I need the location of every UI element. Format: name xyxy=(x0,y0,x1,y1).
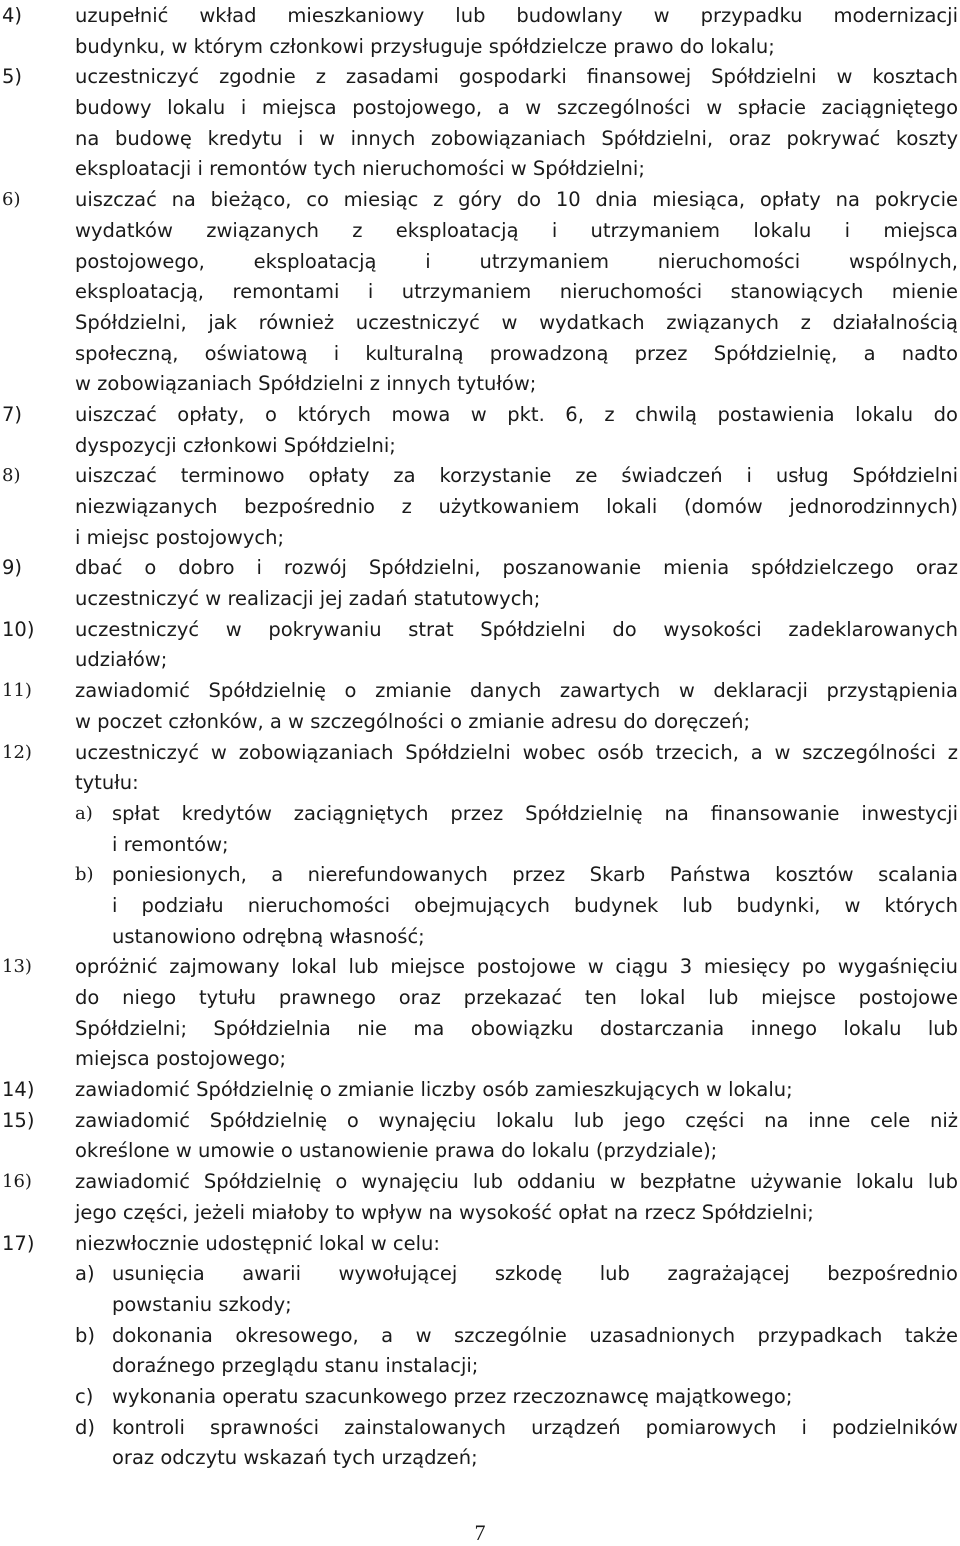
item-number: 11) xyxy=(2,680,32,702)
sub-list-item xyxy=(0,799,958,860)
item-text-line: udziałów; xyxy=(75,648,168,672)
item-text-line: i podziału nieruchomości obejmujących budynek lub budynki, w których xyxy=(112,893,958,917)
item-text-line: dbać o dobro i rozwój Spółdzielni, poszanowanie mienia spółdzielczego oraz xyxy=(75,556,958,580)
item-text-line: budynku, w którym członkowi przysługuje spółdzielcze prawo do lokalu; xyxy=(75,34,775,58)
item-text-line: Spółdzielni, jak również uczestniczyć w wydatkach związanych z działalnością xyxy=(75,310,958,334)
item-text-line: uczestniczyć w pokrywaniu strat Spółdzielni do wysokości zadeklarowanych xyxy=(75,617,958,641)
item-number: 6) xyxy=(2,189,21,211)
item-text-line: zawiadomić Spółdzielnię o zmianie danych zawartych w deklaracji przystąpienia xyxy=(75,679,958,703)
item-text-line: powstaniu szkody; xyxy=(112,1292,292,1316)
list-item xyxy=(0,1,958,62)
item-text-line: uzupełnić wkład mieszkaniowy lub budowlany w przypadku modernizacji xyxy=(75,4,958,27)
item-text-line: niezwłocznie udostępnić lokal w celu: xyxy=(75,1231,440,1255)
item-text-line: wydatków związanych z eksploatacją i utrzymaniem lokalu i miejsca xyxy=(75,218,958,242)
sub-list-item xyxy=(0,1382,958,1413)
item-text-line: oraz odczytu wskazań tych urządzeń; xyxy=(112,1446,478,1470)
sub-item-letter: b) xyxy=(75,1323,95,1347)
item-text-line: eksploatacji i remontów tych nieruchomości w Spółdzielni; xyxy=(75,157,645,181)
item-text-line: dyspozycji członkowi Spółdzielni; xyxy=(75,433,396,457)
item-number: 15) xyxy=(2,1108,35,1132)
item-text-line: uiszczać terminowo opłaty za korzystanie ze świadczeń i usług Spółdzielni xyxy=(75,464,958,488)
obligations-list xyxy=(0,1,958,1474)
item-text-line: miejsca postojowego; xyxy=(75,1047,287,1071)
list-item xyxy=(0,676,958,737)
list-item xyxy=(0,62,958,185)
sub-item-letter: a) xyxy=(75,802,93,824)
page-number: 7 xyxy=(474,1520,486,1545)
item-text-line: zawiadomić Spółdzielnię o zmianie liczby osób zamieszkujących w lokalu; xyxy=(75,1078,793,1102)
item-text-line: doraźnego przeglądu stanu instalacji; xyxy=(112,1354,479,1378)
sub-list-item xyxy=(0,1321,958,1382)
item-text-line: jego części, jeżeli miałoby to wpływ na wysokość opłat na rzecz Spółdzielni; xyxy=(75,1200,814,1224)
item-text-line: i miejsc postojowych; xyxy=(75,525,285,549)
item-text-line: usunięcia awarii wywołującej szkodę lub zagrażającej bezpośrednio xyxy=(112,1262,958,1286)
item-text-line: uczestniczyć w realizacji jej zadań statutowych; xyxy=(75,587,541,611)
item-text-line: społeczną, oświatową i kulturalną prowadzoną przez Spółdzielnię, a nadto xyxy=(75,341,958,365)
item-text-line: Spółdzielni; Spółdzielnia nie ma obowiązku dostarczania innego lokalu lub xyxy=(75,1016,958,1040)
list-item xyxy=(0,185,958,400)
item-text-line: uiszczać na bieżąco, co miesiąc z góry do 10 dnia miesiąca, opłaty na pokrycie xyxy=(75,188,958,212)
list-item xyxy=(0,1106,958,1167)
item-text-line: eksploatacją, remontami i utrzymaniem nieruchomości stanowiących mienie xyxy=(75,280,958,304)
item-number: 5) xyxy=(2,65,23,89)
item-text-line: na budowę kredytu i w innych zobowiązaniach Spółdzielni, oraz pokrywać koszty xyxy=(75,126,958,150)
item-number: 12) xyxy=(2,741,32,763)
item-text-line: kontroli sprawności zainstalowanych urządzeń pomiarowych i podzielników xyxy=(112,1415,958,1439)
item-number: 16) xyxy=(2,1171,32,1193)
list-item xyxy=(0,615,958,676)
item-text-line: dokonania okresowego, a w szczególnie uzasadnionych przypadkach także xyxy=(112,1323,958,1347)
sub-list-item xyxy=(0,1259,958,1320)
list-item xyxy=(0,1075,958,1106)
item-number: 4) xyxy=(2,4,23,27)
item-text-line: uiszczać opłaty, o których mowa w pkt. 6, z chwilą postawienia lokalu do xyxy=(75,402,958,426)
item-text-line: w zobowiązaniach Spółdzielni z innych tytułów; xyxy=(75,372,537,396)
item-text-line: poniesionych, a nierefundowanych przez Skarb Państwa kosztów scalania xyxy=(112,863,958,887)
sub-item-letter: a) xyxy=(75,1262,95,1286)
item-text-line: budowy lokalu i miejsca postojowego, a w szczególności w spłacie zaciągniętego xyxy=(75,96,958,120)
item-text-line: zawiadomić Spółdzielnię o wynajęciu lub oddaniu w bezpłatne używanie lokalu lub xyxy=(75,1170,958,1194)
sub-item-letter: b) xyxy=(75,864,94,886)
list-item xyxy=(0,1229,958,1260)
item-text-line: ustanowiono odrębną własność; xyxy=(112,924,425,948)
item-text-line: wykonania operatu szacunkowego przez rzeczoznawcę majątkowego; xyxy=(112,1384,793,1408)
item-number: 13) xyxy=(2,956,32,978)
item-text-line: niezwiązanych bezpośrednio z użytkowaniem lokali (domów jednorodzinnych) xyxy=(75,495,958,518)
sub-list-item xyxy=(0,1413,958,1474)
list-item xyxy=(0,461,958,553)
item-text-line: określone w umowie o ustanowienie prawa do lokalu (przydziale); xyxy=(75,1139,718,1163)
item-text-line: postojowego, eksploatacją i utrzymaniem nieruchomości wspólnych, xyxy=(75,249,958,273)
item-text-line: tytułu: xyxy=(75,771,139,795)
sub-list-item xyxy=(0,860,958,952)
list-item xyxy=(0,952,958,1075)
list-item xyxy=(0,738,958,799)
list-item xyxy=(0,553,958,614)
item-text-line: do niego tytułu prawnego oraz przekazać ten lokal lub miejsce postojowe xyxy=(75,986,958,1009)
item-text-line: i remontów; xyxy=(112,832,229,856)
sub-item-letter: c) xyxy=(75,1384,94,1408)
item-number: 14) xyxy=(2,1078,35,1102)
item-text-line: spłat kredytów zaciągniętych przez Spółdzielnię na finansowanie inwestycji xyxy=(112,801,958,825)
item-number: 8) xyxy=(2,465,21,487)
sub-item-letter: d) xyxy=(75,1415,95,1439)
list-item xyxy=(0,1167,958,1228)
item-number: 9) xyxy=(2,556,23,580)
item-number: 7) xyxy=(2,402,23,426)
list-item xyxy=(0,400,958,461)
item-text-line: uczestniczyć w zobowiązaniach Spółdzielni wobec osób trzecich, a w szczególności z xyxy=(75,740,958,764)
item-text-line: w poczet członków, a w szczególności o zmianie adresu do doręczeń; xyxy=(75,709,751,733)
item-text-line: zawiadomić Spółdzielnię o wynajęciu lokalu lub jego części na inne cele niż xyxy=(75,1108,958,1132)
item-text-line: uczestniczyć zgodnie z zasadami gospodarki finansowej Spółdzielni w kosztach xyxy=(75,65,958,89)
item-number: 10) xyxy=(2,617,35,641)
item-text-line: opróżnić zajmowany lokal lub miejsce postojowe w ciągu 3 miesięcy po wygaśnięciu xyxy=(75,955,958,979)
item-number: 17) xyxy=(2,1231,35,1255)
